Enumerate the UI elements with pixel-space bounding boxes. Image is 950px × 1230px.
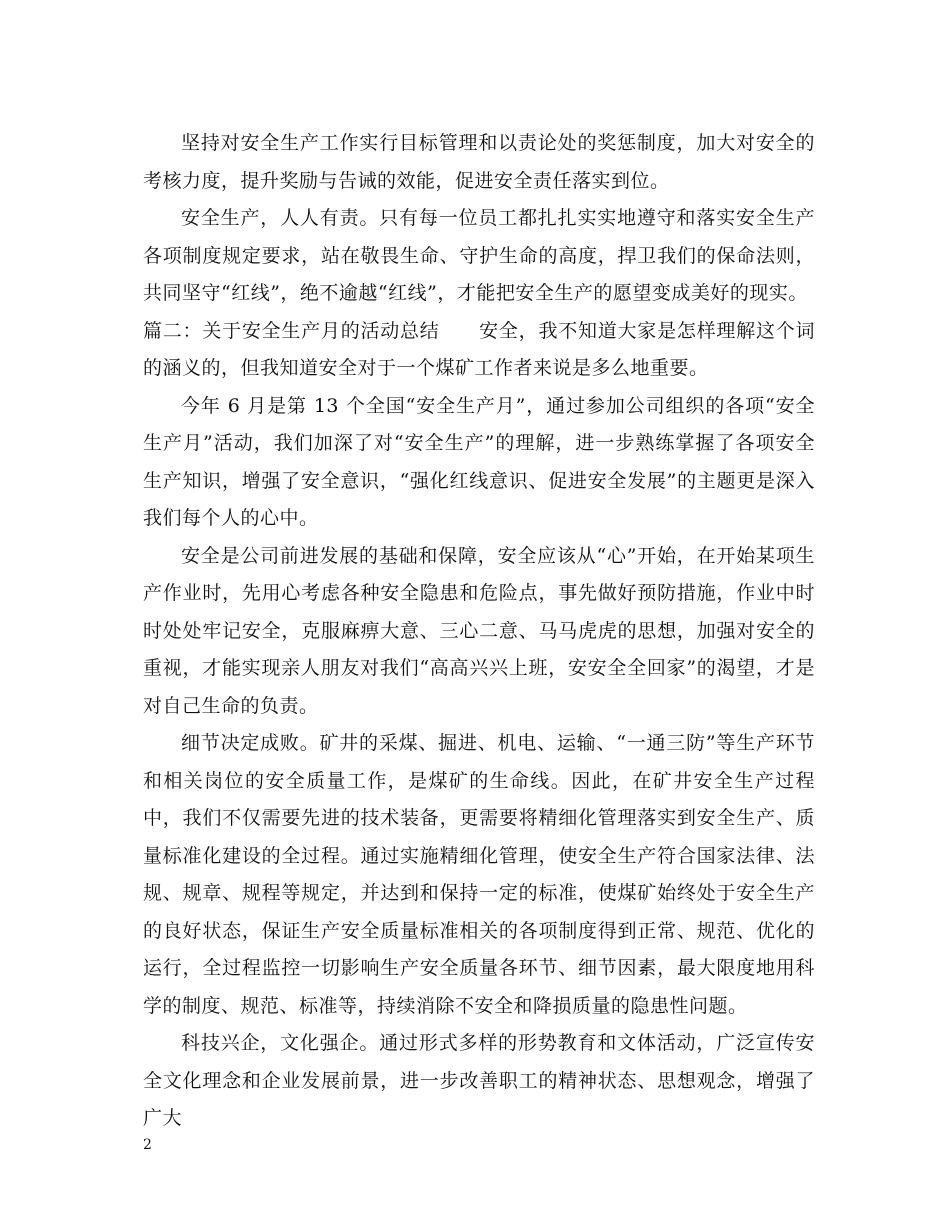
paragraph-3-section-heading: 篇二：关于安全生产月的活动总结 安全，我不知道大家是怎样理解这个词的涵义的，但我知道安全对于一个煤矿工作者来说是多么地重要。 xyxy=(143,319,815,379)
page-number: 2 xyxy=(143,1137,152,1153)
paragraph-7: 科技兴企，文化强企。通过形式多样的形势教育和文体活动，广泛宣传安全文化理念和企业发展前景，进一步改善职工的精神状态、思想观念，增强了广大 xyxy=(143,1032,815,1129)
paragraph-4: 今年 6 月是第 13 个全国“安全生产月”，通过参加公司组织的各项“安全生产月”活动，我们加深了对“安全生产”的理解，进一步熟练掌握了各项安全生产知识，增强了安全意识，“强化红线意识、促进安全发展”的主题更是深入我们每个人的心中。 xyxy=(143,394,815,529)
paragraph-6: 细节决定成败。矿井的采煤、掘进、机电、运输、“一通三防”等生产环节和相关岗位的安全质量工作，是煤矿的生命线。因此，在矿井安全生产过程中，我们不仅需要先进的技术装备，更需要将精细化管理落实到安全生产、质量标准化建设的全过程。通过实施精细化管理，使安全生产符合国家法律、法规、规章、规程等规定，并达到和保持一定的标准，使煤矿始终处于安全生产的良好状态，保证生产安全质量标准相关的各项制度得到正常、规范、优化的运行，全过程监控一切影响生产安全质量各环节、细节因素，最大限度地用科学的制度、规范、标准等，持续消除不安全和降损质量的隐患性问题。 xyxy=(143,732,815,1017)
paragraph-2: 安全生产，人人有责。只有每一位员工都扎扎实实地遵守和落实安全生产各项制度规定要求，站在敬畏生命、守护生命的高度，捍卫我们的保命法则，共同坚守“红线”，绝不逾越“红线”，才能把安全生产的愿望变成美好的现实。 xyxy=(143,207,815,304)
paragraph-1: 坚持对安全生产工作实行目标管理和以责论处的奖惩制度，加大对安全的考核力度，提升奖励与告诫的效能，促进安全责任落实到位。 xyxy=(143,132,815,192)
paragraph-5: 安全是公司前进发展的基础和保障，安全应该从“心”开始，在开始某项生产作业时，先用心考虑各种安全隐患和危险点，事先做好预防措施，作业中时时处处牢记安全，克服麻痹大意、三心二意、马马虎虎的思想，加强对安全的重视，才能实现亲人朋友对我们“高高兴兴上班，安安全全回家”的渴望，才是对自己生命的负责。 xyxy=(143,544,815,717)
document-body xyxy=(143,125,815,1138)
